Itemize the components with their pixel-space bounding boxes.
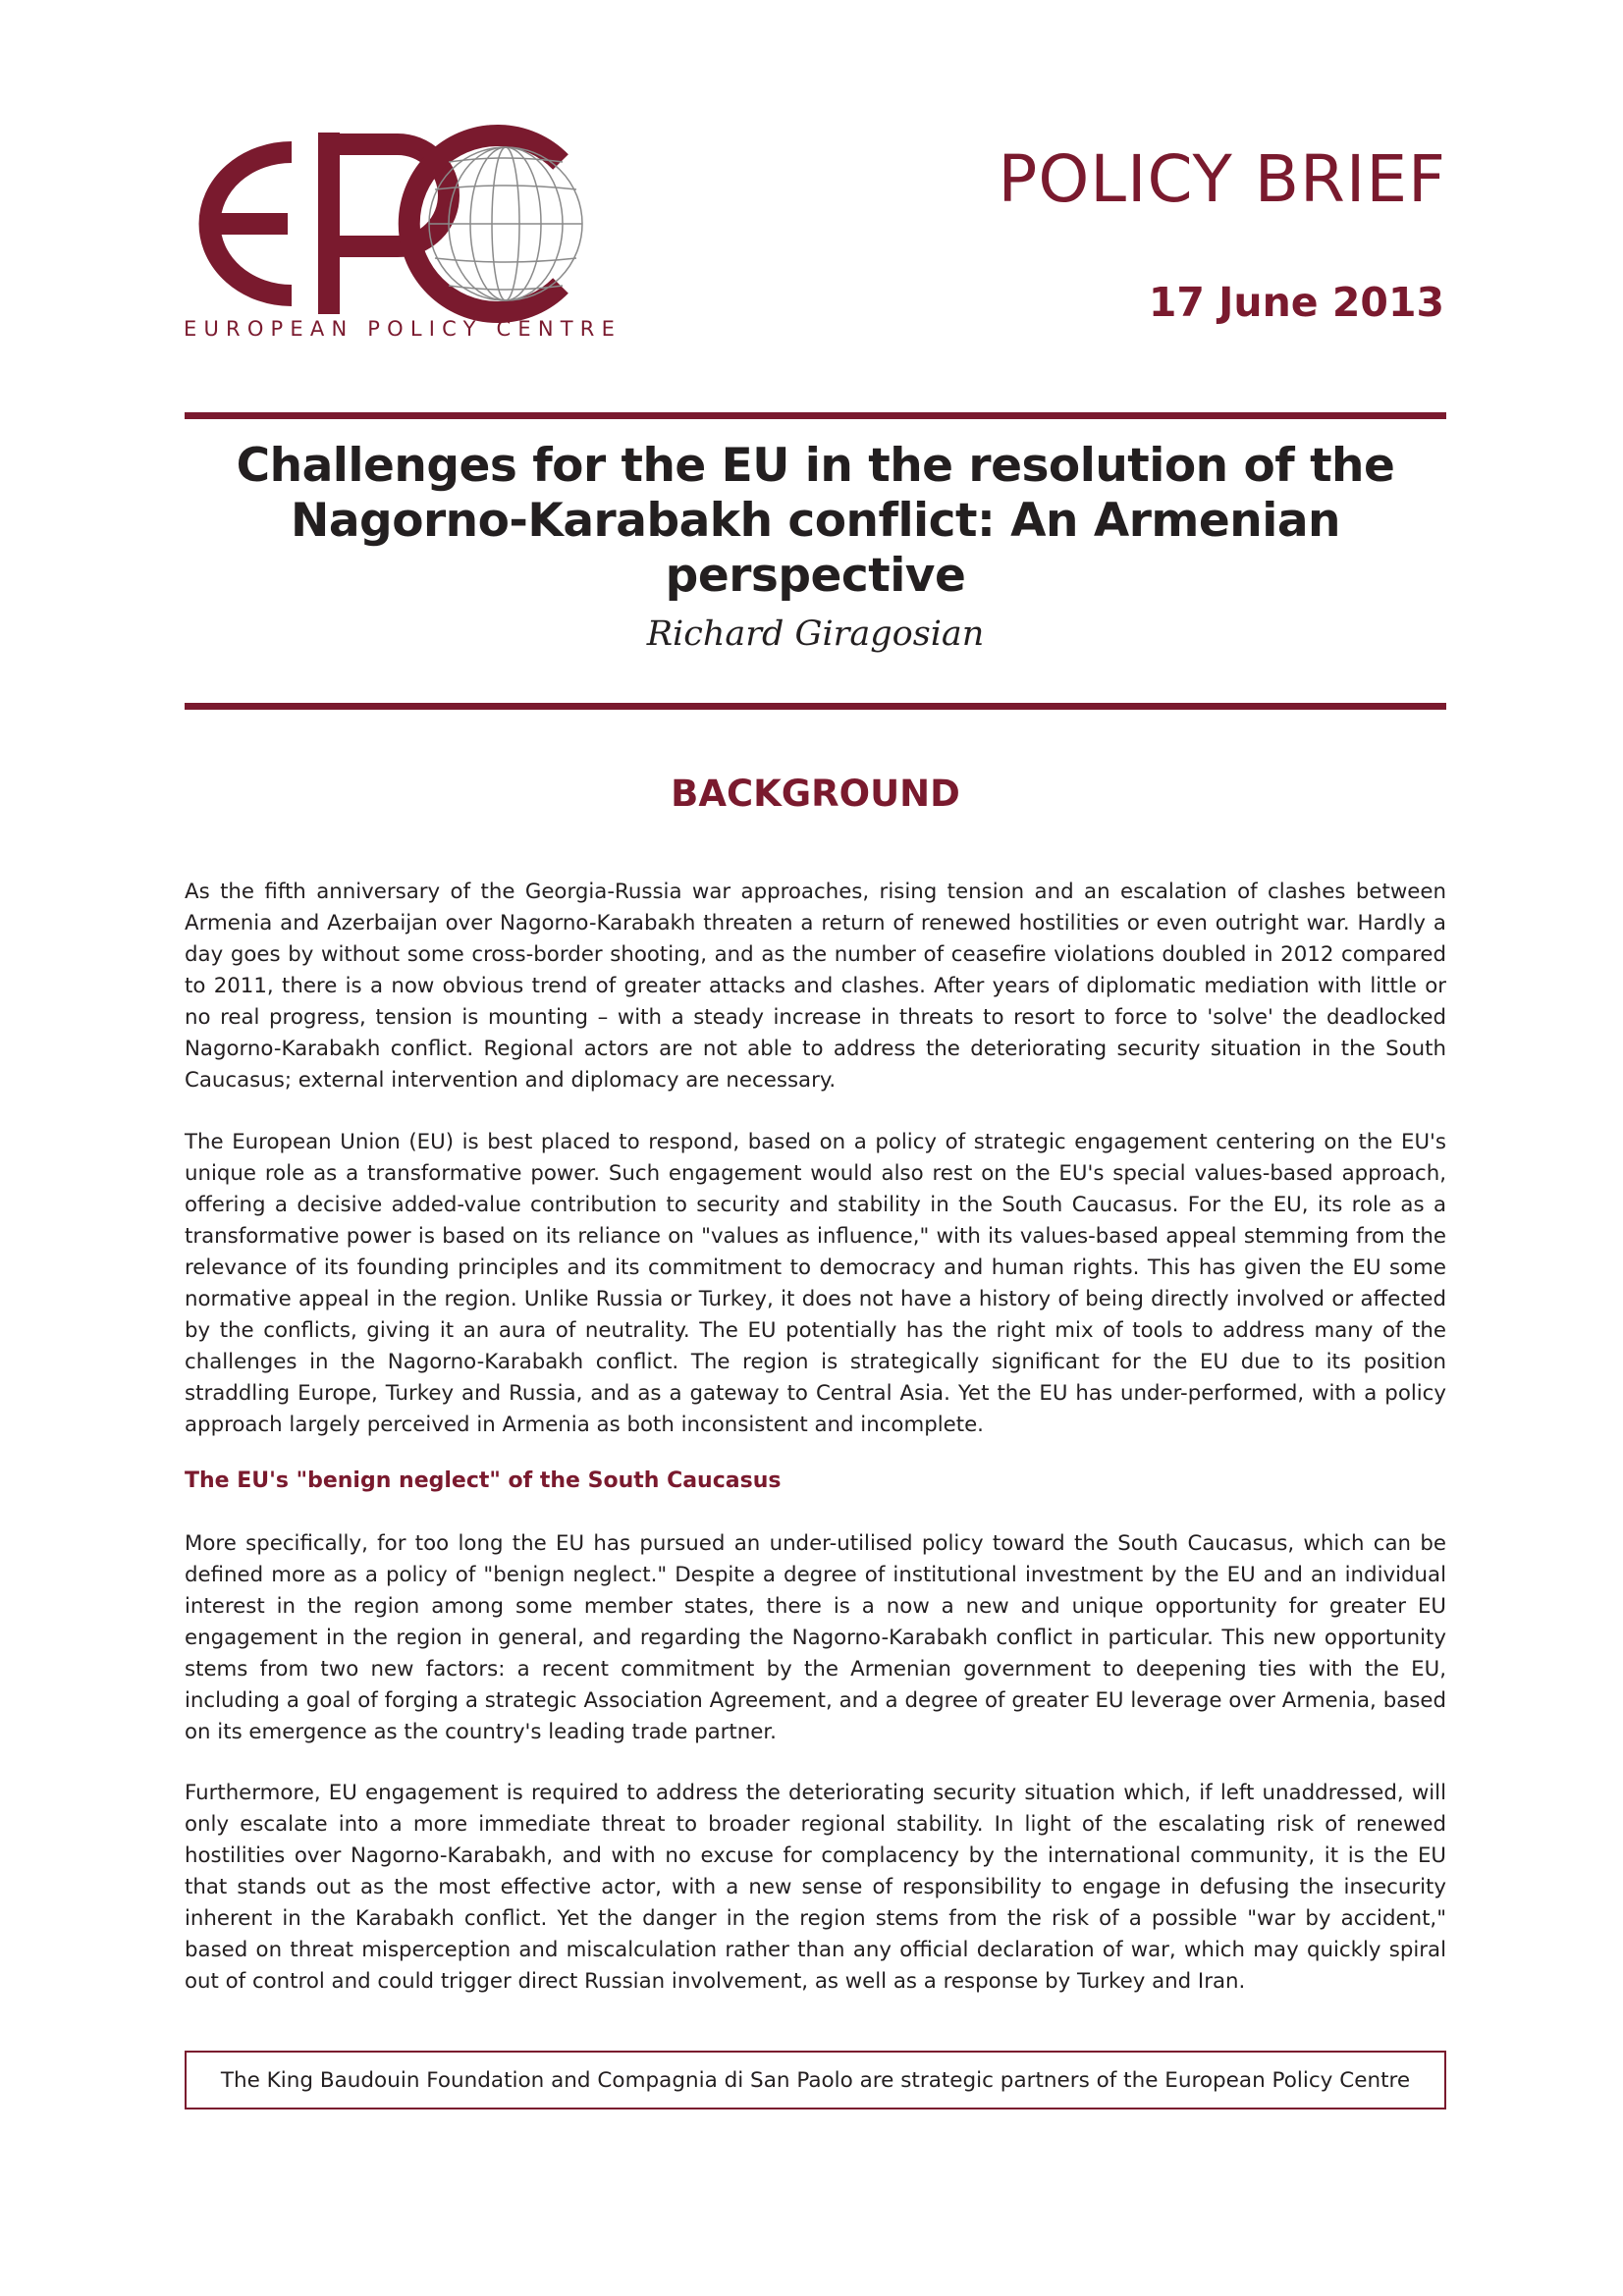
epc-logo-mark [182,123,633,324]
paragraph-2: The European Union (EU) is best placed to respond, based on a policy of strategic engagement centering on the EU's unique role as a transformative power. Such engagement would also rest on the EU's special values-based approach, offering a decisive added-value contribution to security and stability in the South Caucasus. For the EU, its role as a transformative power is based on its reliance on "values as influence," with its values-based appeal stemming from the relevance of its founding principles and its commitment to democracy and human rights. This has given the EU some normative appeal in the region. Unlike Russia or Turkey, it does not have a history of being directly involved or affected by the conflicts, giving it an aura of neutrality. The EU potentially has the right mix of tools to address many of the challenges in the Nagorno-Karabakh conflict. The region is strategically significant for the EU due to its position straddling Europe, Turkey and Russia, and as a gateway to Central Asia. Yet the EU has under-performed, with a policy approach largely perceived in Armenia as both inconsistent and incomplete. [185,1130,1446,1437]
paragraph-4: Furthermore, EU engagement is required to address the deteriorating security situation which, if left unaddressed, will only escalate into a more immediate threat to broader regional stability. In light of the escalating risk of renewed hostilities over Nagorno-Karabakh, and with no excuse for complacency by the international community, it is the EU that stands out as the most effective actor, with a new sense of responsibility to engage in defusing the insecurity inherent in the Karabakh conflict. Yet the danger in the region stems from the risk of a possible "war by accident," based on threat misperception and miscalculation rather than any official declaration of war, which may quickly spiral out of control and could trigger direct Russian involvement, as well as a response by Turkey and Iran. [185,1781,1446,1994]
logo-tagline: EUROPEAN POLICY CENTRE [184,317,622,341]
subheading: The EU's "benign neglect" of the South Caucasus [185,1468,782,1493]
epc-logo [182,123,633,348]
bottom-divider [185,703,1446,710]
section-heading: BACKGROUND [671,773,960,815]
author-name: Richard Giragosian [646,614,985,654]
title-line-2: Nagorno-Karabakh conflict: An Armenian perspective [291,494,1340,603]
top-divider [185,412,1446,419]
title-line-1: Challenges for the EU in the resolution of the [236,439,1395,493]
paragraph-3: More specifically, for too long the EU has pursued an under-utilised policy toward the South Caucasus, which can be defined more as a policy of "benign neglect." Despite a degree of institutional investment by the EU and an individual interest in the region among some member states, there is a now a new and unique opportunity for greater EU engagement in the region in general, and regarding the Nagorno-Karabakh conflict in particular. This new opportunity stems from two new factors: a recent commitment by the Armenian government to deepening ties with the EU, including a goal of forging a strategic Association Agreement, and a degree of greater EU leverage over Armenia, based on its emergence as the country's leading trade partner. [185,1531,1446,1744]
partners-note [185,2051,1446,2109]
partners-note-text: The King Baudouin Foundation and Compagnia di San Paolo are strategic partners of the European Policy Centre [220,2067,1411,2093]
page-title [185,439,1446,604]
paragraph-1: As the fifth anniversary of the Georgia-Russia war approaches, rising tension and an escalation of clashes between Armenia and Azerbaijan over Nagorno-Karabakh threaten a return of renewed hostilities or even outright war. Hardly a day goes by without some cross-border shooting, and as the number of ceasefire violations doubled in 2012 compared to 2011, there is a now obvious trend of greater attacks and clashes. After years of diplomatic mediation with little or no real progress, tension is mounting – with a steady increase in threats to resort to force to 'solve' the deadlocked Nagorno-Karabakh conflict. Regional actors are not able to address the deteriorating security situation in the South Caucasus; external intervention and diplomacy are necessary. [185,880,1446,1093]
document-type: POLICY BRIEF [998,141,1446,217]
publication-date: 17 June 2013 [1148,279,1444,326]
